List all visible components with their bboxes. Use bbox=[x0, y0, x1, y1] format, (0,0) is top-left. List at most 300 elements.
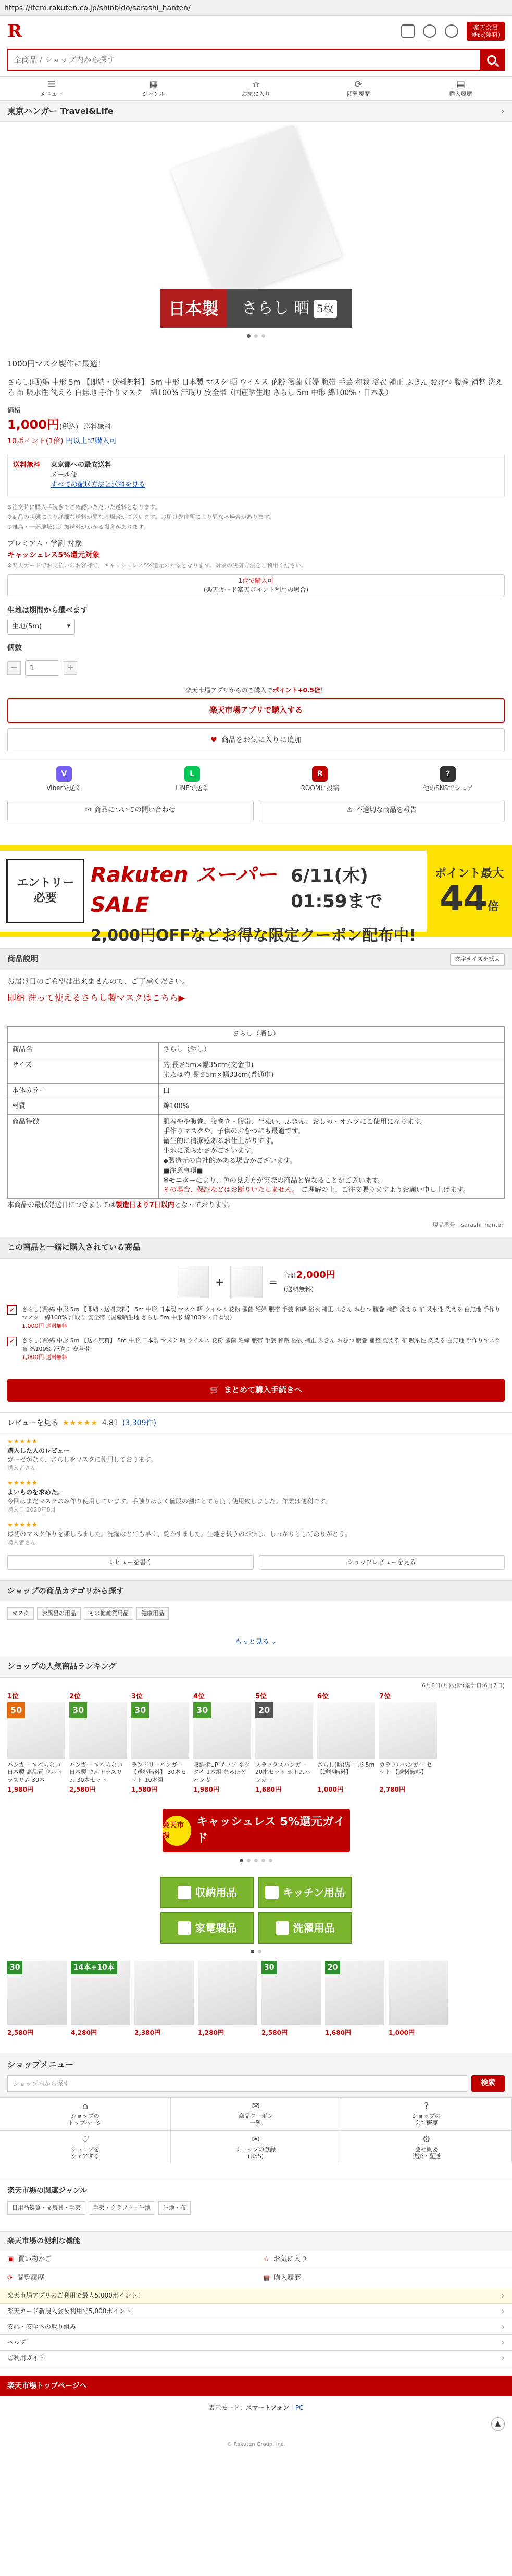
chevron-right-icon: › bbox=[501, 106, 505, 116]
category-chip[interactable]: お風呂の用品 bbox=[37, 1607, 81, 1620]
carousel-dot[interactable] bbox=[269, 1859, 272, 1862]
info-link[interactable] bbox=[0, 2288, 512, 2304]
convenient-item[interactable] bbox=[256, 2251, 512, 2269]
spec-key: 商品名 bbox=[8, 1043, 159, 1058]
ranking-image bbox=[317, 1702, 375, 1759]
ranking-price: 1,680円 bbox=[255, 1785, 281, 1793]
bundle-item bbox=[7, 1337, 505, 1362]
quantity-label: 個数 bbox=[7, 644, 22, 653]
convenient-header: 楽天市場の便利な機能 bbox=[0, 2231, 512, 2251]
premium-target: プレミアム・学割 対象 bbox=[7, 539, 82, 548]
mode-pc-link[interactable]: PC bbox=[295, 2404, 304, 2412]
recommend-image bbox=[389, 1961, 448, 2025]
ranking-price: 2,580円 bbox=[69, 1785, 95, 1793]
mode-smartphone: スマートフォン bbox=[246, 2404, 289, 2412]
notification-icon[interactable] bbox=[423, 24, 436, 38]
user-icon[interactable] bbox=[445, 24, 458, 38]
convenient-item[interactable] bbox=[256, 2269, 512, 2288]
bundle-price-value: 1,000円 bbox=[22, 1322, 44, 1329]
chevron-down-icon: ⌄ bbox=[271, 1638, 277, 1646]
recommend-price: 1,000円 bbox=[389, 2029, 415, 2036]
convenient-label: 購入履歴 bbox=[273, 2274, 301, 2282]
ranking-item[interactable] bbox=[131, 1692, 189, 1794]
shop-search-input[interactable]: ショップ内から探す bbox=[7, 2075, 467, 2092]
bundle-image[interactable] bbox=[230, 1266, 263, 1298]
search-input[interactable] bbox=[8, 50, 480, 70]
spec-value: 肌着やや腹巻、腹巻き・腹帯、半ぬい、ふきん、おしめ・オムツにご使用になります。 手作りマスクや、子供のおむつにも最適です。 衛生的に清潔感あるお仕上がりです。 生地に柔らかさがございます。 ◆製造元の自社的がある場合がございます。 ■注意事項■ ※モニターにより、色の見え方が実際の商品と異なることがございます。 その場合、保証などはお断りいたしません。 ご理解の上、ご注文賜りますようお願い申し上げます。 bbox=[159, 1114, 505, 1199]
ranking-title: スラックスハンガー 20本セット ボトムハンガー bbox=[255, 1761, 310, 1784]
product-inquiry-button[interactable] bbox=[7, 800, 254, 822]
bundle-price-value: 1,000円 bbox=[22, 1354, 44, 1361]
recommend-item[interactable] bbox=[325, 1961, 384, 2037]
ranking-price: 1,980円 bbox=[193, 1785, 219, 1793]
plus-icon: + bbox=[215, 1275, 224, 1288]
heart-icon: ♥ bbox=[210, 735, 217, 744]
share-icon: R bbox=[312, 766, 328, 782]
convenient-icon: ☆ bbox=[263, 2255, 270, 2264]
star-rating-icon: ★★★★★ bbox=[7, 1438, 38, 1445]
pack-count-badge: 30 bbox=[261, 1961, 277, 1974]
bundle-item-text: さらし(晒)綿 中形 5m 【送料無料】 5m 中形 日本製 マスク 晒 ウイルス 花粉 黴菌 妊婦 腹帯 手芸 和裁 浴衣 補正 ふきん おむつ 腹巻 補整 洗える 布 吸水性 洗える 白無地 手作りマスク 布 綿100% 汗取り 安全帯 bbox=[22, 1337, 501, 1353]
recommend-price: 1,280円 bbox=[198, 2029, 224, 2036]
shop-menu bbox=[0, 2053, 512, 2097]
spec-value: さらし（晒し） bbox=[159, 1043, 505, 1058]
nav-item[interactable] bbox=[103, 77, 205, 100]
recommend-price: 4,280円 bbox=[71, 2029, 97, 2036]
carousel-dot[interactable] bbox=[254, 1859, 258, 1862]
rakuten-icon: 楽天市場 bbox=[163, 1816, 192, 1846]
entry-required-box: エントリー 必要 bbox=[6, 859, 84, 923]
price-tax-note: (税込) bbox=[59, 423, 79, 432]
review-date: 購入者さん bbox=[7, 1465, 36, 1472]
share-item[interactable] bbox=[384, 766, 512, 793]
cashless-guide-text: キャッシュレス 5%還元ガイド bbox=[196, 1816, 345, 1845]
review-body: 最初のマスク作りを楽しみました。洗濯はとても早く、乾かすました。生地を扱うのが少し、しっかりとしてありがとう。 bbox=[7, 1530, 351, 1538]
back-to-top-icon[interactable]: ▲ bbox=[491, 2417, 505, 2431]
top-page-link[interactable]: 楽天市場トップページへ bbox=[0, 2376, 512, 2396]
bundle-cart-label: まとめて購入手続きへ bbox=[223, 1385, 302, 1394]
ranking-rank: 2位 bbox=[69, 1692, 81, 1701]
bundle-item-body bbox=[22, 1305, 505, 1330]
ranking-title: ショップの人気商品ランキング bbox=[7, 1661, 117, 1671]
ranking-title: ハンガー すべらない 日本製 高品質 ウルトラスリム 30本 bbox=[7, 1761, 63, 1784]
share-label: Viberで送る bbox=[46, 784, 82, 792]
recommend-price: 2,580円 bbox=[261, 2029, 288, 2036]
shop-menu-icon: ⌂ bbox=[82, 2101, 89, 2112]
carousel-dot[interactable] bbox=[247, 334, 251, 338]
nav-icon: ⟳ bbox=[354, 79, 363, 90]
shipping-notes bbox=[0, 503, 512, 531]
product-description: さらし(晒)綿 中形 5m 【即納・送料無料】 5m 中形 日本製 マスク 晒 ウイルス 花粉 黴菌 妊婦 腹帯 手芸 和裁 浴衣 補正 ふきん おむつ 腹巻 補整 洗える 布 吸水性 洗える 白無地 手作りマスク 綿100% 汗取り 安全帯（国産晒生地 さらし 5m 中形 綿100%・日本製） bbox=[7, 378, 503, 398]
super-sale-date: 6/11(木) 01:59まで bbox=[291, 865, 383, 912]
warning-icon: ⚠ bbox=[346, 806, 353, 815]
member-button-line2: 登録(無料) bbox=[470, 31, 501, 39]
spec-row bbox=[8, 1043, 505, 1058]
product-inquiry-label: 商品についての問い合わせ bbox=[94, 806, 176, 815]
super-sale-banner[interactable] bbox=[0, 845, 512, 945]
review-date: 購入者さん bbox=[7, 1539, 36, 1546]
share-item[interactable] bbox=[0, 766, 128, 793]
ranking-title: さらし(晒)綿 中形 5m 【送料無料】 bbox=[317, 1761, 375, 1776]
carousel-dot[interactable] bbox=[247, 1859, 251, 1862]
report-button[interactable] bbox=[259, 800, 505, 822]
points-value: 10ポイント(1倍) bbox=[7, 437, 64, 446]
pack-count-badge: 20 bbox=[325, 1961, 340, 1974]
bundle-price-note: 送料無料 bbox=[46, 1323, 67, 1329]
app-buy-button[interactable]: 楽天市場アプリで購入する bbox=[7, 698, 505, 723]
price-label: 価格 bbox=[7, 407, 21, 415]
recommend-item[interactable] bbox=[389, 1961, 448, 2037]
shipping-box bbox=[7, 455, 505, 496]
shop-menu-icon: ✉ bbox=[252, 2101, 260, 2112]
bundle-header bbox=[0, 1237, 512, 1259]
carousel-dot[interactable] bbox=[240, 1859, 243, 1862]
convenient-icon: ⟳ bbox=[7, 2274, 13, 2282]
info-link-label: 楽天市場アプリのご利用で最大5,000ポイント！ bbox=[7, 2291, 144, 2299]
carousel-dot[interactable] bbox=[261, 1859, 265, 1862]
ranking-image bbox=[7, 1702, 65, 1759]
shipping-method: メール便 bbox=[51, 471, 78, 479]
site-header bbox=[0, 16, 512, 47]
spec-key: サイズ bbox=[8, 1058, 159, 1084]
nav-label: 購入履歴 bbox=[449, 91, 472, 97]
ranking-item[interactable] bbox=[69, 1692, 127, 1794]
category-chip[interactable]: マスク bbox=[7, 1607, 34, 1620]
shop-menu-label: 商品クーポン 一覧 bbox=[238, 2112, 273, 2127]
recommend-item[interactable] bbox=[7, 1961, 67, 2037]
option-select[interactable]: 生地(5m) ▾ bbox=[7, 619, 75, 635]
image-badge bbox=[160, 289, 352, 328]
carousel-dot[interactable] bbox=[258, 1950, 261, 1953]
shop-menu-item[interactable] bbox=[341, 2098, 512, 2131]
star-rating-icon: ★★★★★ bbox=[7, 1479, 38, 1487]
spec-row bbox=[8, 1083, 505, 1099]
review-count: (3,309件) bbox=[122, 1418, 156, 1427]
share-item[interactable] bbox=[256, 766, 384, 793]
app-points: ポイント+0.5倍 bbox=[272, 686, 320, 694]
cart-icon[interactable] bbox=[401, 24, 415, 38]
recommend-row bbox=[0, 1961, 512, 2037]
shipping-link[interactable]: すべての配送方法と送料を見る bbox=[51, 480, 145, 489]
recommend-item[interactable] bbox=[198, 1961, 257, 2037]
category-chip[interactable]: その他雑貨用品 bbox=[84, 1607, 133, 1620]
more-link[interactable]: もっと見る ⌄ bbox=[235, 1638, 277, 1646]
share-icon: ? bbox=[440, 766, 456, 782]
share-item[interactable] bbox=[128, 766, 256, 793]
category-tile[interactable] bbox=[258, 1912, 352, 1944]
carousel-dot[interactable] bbox=[254, 334, 258, 338]
category-tile[interactable] bbox=[160, 1877, 254, 1908]
share-icon: L bbox=[184, 766, 200, 782]
spec-value: 綿100% bbox=[159, 1099, 505, 1114]
bundle-images bbox=[7, 1266, 505, 1298]
shop-menu-icon: ⚙ bbox=[422, 2134, 431, 2146]
recommend-image bbox=[261, 1961, 321, 2025]
recommend-item[interactable] bbox=[134, 1961, 194, 2037]
shop-menu-icon: ♡ bbox=[81, 2134, 90, 2146]
bundle-title: この商品と一緒に購入されている商品 bbox=[7, 1242, 141, 1252]
spec-value: 白 bbox=[159, 1083, 505, 1099]
category-tile-label: 洗濯用品 bbox=[293, 1921, 335, 1934]
quantity-plus-button[interactable]: + bbox=[64, 661, 77, 675]
equals-icon: = bbox=[269, 1275, 278, 1288]
category-tile[interactable] bbox=[258, 1877, 352, 1908]
info-link[interactable] bbox=[0, 2351, 512, 2366]
spec-row bbox=[8, 1114, 505, 1199]
shipping-dest: 東京都への最安送料 bbox=[51, 461, 112, 469]
product-info-title: 商品説明 bbox=[7, 954, 39, 963]
shop-menu-label: 会社概要 決済・配送 bbox=[412, 2146, 441, 2160]
bundle-item bbox=[7, 1305, 505, 1330]
ranking-rank: 1位 bbox=[7, 1692, 19, 1701]
shop-bar[interactable] bbox=[0, 101, 512, 122]
info-links bbox=[0, 2288, 512, 2366]
star-rating-icon: ★★★★★ bbox=[7, 1521, 38, 1529]
shop-search-button[interactable]: 検索 bbox=[471, 2075, 505, 2092]
badge-sarashi-text: さらし 晒 bbox=[242, 299, 309, 318]
shop-category-header bbox=[0, 1580, 512, 1602]
convenient-grid bbox=[0, 2251, 512, 2288]
share-label: 他のSNSでシェア bbox=[423, 784, 473, 792]
cashless-note: ※楽天カードでお支払いのお客様で、キャッシュレス5%還元の対象となります。対象の決済方法をご利用ください。 bbox=[7, 562, 307, 569]
review-body: 今回はまだマスクのみ作り使用しています。手触りはよく値段の割にとても良く使用致しました。作業は便利です。 bbox=[7, 1498, 332, 1505]
category-tile-label: 家電製品 bbox=[195, 1921, 237, 1934]
recommend-item[interactable] bbox=[71, 1961, 130, 2037]
bundle-item-price bbox=[22, 1322, 505, 1331]
tile-dots bbox=[0, 1950, 512, 1953]
inquiry-row bbox=[0, 800, 512, 845]
card-payment-line2: (楽天カード楽天ポイント利用の場合) bbox=[203, 586, 309, 594]
product-info-header bbox=[0, 948, 512, 970]
category-icon bbox=[178, 1886, 191, 1899]
checkbox[interactable]: ✓ bbox=[7, 1305, 17, 1315]
cashless-guide-banner[interactable] bbox=[163, 1809, 350, 1852]
shop-menu-label: ショップを シェアする bbox=[70, 2146, 99, 2160]
address-bar[interactable] bbox=[0, 0, 512, 16]
points-max-number: 44 bbox=[440, 879, 488, 919]
spec-note: 本商品の最低発送日につきましては製造日より7日以内となっております。 bbox=[7, 1201, 235, 1210]
shop-menu-grid bbox=[0, 2097, 512, 2164]
ranking-header bbox=[0, 1656, 512, 1678]
genre-tag[interactable]: 生地・布 bbox=[158, 2201, 191, 2215]
pack-count-badge: 30 bbox=[193, 1702, 211, 1718]
recommend-price: 1,680円 bbox=[325, 2029, 351, 2036]
recommend-image bbox=[325, 1961, 384, 2025]
shop-menu-label: ショップの 会社概要 bbox=[412, 2112, 441, 2127]
points-line bbox=[7, 436, 505, 447]
genre-tag[interactable]: 手芸・クラフト・生地 bbox=[89, 2201, 155, 2215]
nav-item[interactable] bbox=[0, 77, 103, 100]
ranking-price: 2,780円 bbox=[379, 1785, 405, 1793]
spec-key: 材質 bbox=[8, 1099, 159, 1114]
related-genre bbox=[0, 2178, 512, 2222]
search-bar bbox=[7, 49, 505, 71]
ranking-title: カラフルハンガー セット 【送料無料】 bbox=[379, 1761, 432, 1776]
nav-label: お気に入り bbox=[241, 91, 270, 97]
nav-item[interactable] bbox=[205, 77, 307, 100]
write-review-button[interactable]: レビューを書く bbox=[7, 1555, 254, 1570]
ranking-item[interactable] bbox=[379, 1692, 437, 1794]
member-register-button[interactable] bbox=[467, 22, 505, 41]
recommend-image bbox=[71, 1961, 130, 2025]
carousel-dot[interactable] bbox=[251, 1950, 254, 1953]
convenient-label: 閲覧履歴 bbox=[17, 2274, 44, 2282]
review-item bbox=[0, 1517, 512, 1550]
convenient-item[interactable] bbox=[0, 2251, 256, 2269]
shop-menu-label: ショップの トップページ bbox=[68, 2112, 102, 2127]
shop-name: 東京ハンガー Travel&Life bbox=[7, 106, 114, 116]
review-item bbox=[0, 1434, 512, 1476]
recommend-image bbox=[198, 1961, 257, 2025]
review-title: よいものを求めた。 bbox=[7, 1488, 64, 1496]
report-label: 不適切な商品を報告 bbox=[356, 806, 417, 815]
review-head-label: レビューを見る bbox=[7, 1418, 58, 1427]
recommend-image bbox=[7, 1961, 67, 2025]
info-link[interactable] bbox=[0, 2335, 512, 2351]
carousel-dot[interactable] bbox=[261, 334, 265, 338]
pack-count-badge: 30 bbox=[69, 1702, 87, 1718]
card-payment-line1: 1代で購入可 bbox=[238, 577, 274, 585]
search-button[interactable] bbox=[480, 50, 504, 70]
category-icon bbox=[178, 1921, 191, 1935]
recommend-item[interactable] bbox=[261, 1961, 321, 2037]
product-image[interactable] bbox=[160, 134, 352, 328]
category-tile-label: 収納用品 bbox=[195, 1886, 237, 1899]
share-label: ROOMに投稿 bbox=[301, 784, 340, 792]
ranking-title: 収納術UP アップ ネクタイ 1本組 なるほど ハンガー bbox=[193, 1761, 250, 1784]
recommend-image bbox=[134, 1961, 194, 2025]
badge-sarashi bbox=[227, 289, 352, 328]
review-body: ガーゼがなく、さらしをマスクに使用しております。 bbox=[7, 1455, 157, 1463]
shipping-label: 送料無料 bbox=[13, 461, 41, 469]
nav-icon: ▦ bbox=[149, 79, 158, 90]
bundle-image[interactable] bbox=[177, 1266, 209, 1298]
category-tile-label: キッチン用品 bbox=[283, 1886, 345, 1899]
convenient-label: 買い物かご bbox=[18, 2255, 52, 2264]
spec-value: 約 長さ5m×幅35cm(文金巾) または約 長さ5m×幅33cm(普通巾) bbox=[159, 1058, 505, 1084]
info-link[interactable] bbox=[0, 2319, 512, 2335]
recommend-price: 2,380円 bbox=[134, 2029, 160, 2036]
nav-icon: ☆ bbox=[252, 79, 260, 90]
note-line: ※注文時に購入手続きでご確認いただいた送料となります。 bbox=[7, 503, 161, 511]
shop-menu-label: ショップの登録 (RSS) bbox=[235, 2146, 276, 2160]
convenient-icon: ▤ bbox=[263, 2274, 270, 2282]
ranking-item[interactable] bbox=[7, 1692, 65, 1794]
bundle-total: 合計2,000円 (送料無料) bbox=[283, 1269, 335, 1293]
share-icon: V bbox=[56, 766, 72, 782]
nav-label: ジャンル bbox=[142, 91, 165, 97]
font-size-button[interactable]: 文字サイズを拡大 bbox=[450, 953, 505, 966]
badge-made-in-japan: 日本製 bbox=[160, 289, 227, 328]
quantity-minus-button[interactable]: − bbox=[7, 661, 21, 675]
info-link-label: ヘルプ bbox=[7, 2338, 27, 2346]
convenient-icon: ▣ bbox=[7, 2255, 14, 2264]
spec-key: 商品特徴 bbox=[8, 1114, 159, 1199]
pack-count-badge: 30 bbox=[7, 1961, 22, 1974]
ranking-rank: 3位 bbox=[131, 1692, 143, 1701]
category-tiles bbox=[160, 1877, 352, 1944]
category-chip[interactable]: 健康用品 bbox=[136, 1607, 169, 1620]
genre-tag[interactable]: 日用品雑貨・文房具・手芸 bbox=[7, 2201, 85, 2215]
promo-mask-link[interactable]: 即納 洗って使えるさらし製マスクはこちら▶ bbox=[7, 993, 185, 1004]
member-button-line1: 楽天会員 bbox=[473, 23, 498, 31]
info-link-label: 安心・安全への取り組み bbox=[7, 2323, 77, 2330]
shop-menu-item[interactable] bbox=[0, 2098, 171, 2131]
spec-key: 本体カラー bbox=[8, 1083, 159, 1099]
category-icon bbox=[276, 1921, 289, 1935]
category-tile[interactable] bbox=[160, 1912, 254, 1944]
manager-number: 現品番号 sarashi_hanten bbox=[432, 1222, 505, 1229]
price-block bbox=[7, 404, 505, 434]
shop-menu-item[interactable] bbox=[171, 2131, 342, 2164]
star-rating-icon: ★★★★★ bbox=[63, 1418, 98, 1427]
review-header[interactable] bbox=[0, 1412, 512, 1434]
ranking-item[interactable] bbox=[255, 1692, 313, 1794]
ranking-item[interactable] bbox=[193, 1692, 251, 1794]
badge-count: 5枚 bbox=[314, 300, 337, 318]
spec-row bbox=[8, 1099, 505, 1114]
card-payment-box[interactable] bbox=[7, 574, 505, 597]
shop-category-title: ショップの商品カテゴリから探す bbox=[7, 1586, 124, 1596]
image-carousel-dots bbox=[0, 334, 512, 338]
shop-review-button[interactable]: ショップレビューを見る bbox=[259, 1555, 505, 1570]
pack-count-badge: 50 bbox=[7, 1702, 25, 1718]
nav-icon: ☰ bbox=[47, 79, 56, 90]
convenient-label: お気に入り bbox=[273, 2255, 308, 2264]
ranking-title: ハンガー すべらない 日本製 ウルトラスリム 30本セット bbox=[69, 1761, 123, 1784]
ranking-title: ランドリーハンガー 【送料無料】 30本セット 10本組 bbox=[131, 1761, 186, 1784]
quantity-input[interactable]: 1 bbox=[25, 660, 59, 676]
search-icon bbox=[487, 55, 496, 65]
nav-item[interactable] bbox=[307, 77, 410, 100]
display-mode: 表示モード：スマートフォン｜PC bbox=[208, 2404, 304, 2412]
ranking-price: 1,000円 bbox=[317, 1785, 343, 1793]
review-item bbox=[0, 1476, 512, 1517]
favorite-button[interactable] bbox=[7, 728, 505, 752]
bundle-cart-button[interactable] bbox=[7, 1379, 505, 1402]
super-sale-brand: Rakuten スーパーSALE bbox=[91, 862, 277, 917]
ranking-image bbox=[193, 1702, 251, 1759]
ranking-image bbox=[131, 1702, 189, 1759]
checkbox[interactable]: ✓ bbox=[7, 1337, 17, 1346]
rakuten-logo[interactable]: R bbox=[7, 21, 22, 42]
sarashi-cloth-image bbox=[170, 124, 342, 301]
ranking-item[interactable] bbox=[317, 1692, 375, 1794]
points-extra-link[interactable]: 円以上で購入可 bbox=[66, 437, 117, 446]
ranking-rank: 7位 bbox=[379, 1692, 391, 1701]
mail-icon: ✉ bbox=[85, 806, 91, 815]
review-date: 購入日 2020年8月 bbox=[7, 1506, 56, 1514]
nav-icon: ▤ bbox=[456, 79, 466, 90]
shop-menu-item[interactable] bbox=[341, 2131, 512, 2164]
banner-dots bbox=[0, 1859, 512, 1862]
share-label: LINEで送る bbox=[176, 784, 209, 792]
convenient-item[interactable] bbox=[0, 2269, 256, 2288]
shop-menu-icon: ? bbox=[423, 2101, 429, 2112]
nav-item[interactable] bbox=[409, 77, 512, 100]
info-link[interactable] bbox=[0, 2304, 512, 2319]
nav-label: メニュー bbox=[40, 91, 63, 97]
spec-row bbox=[8, 1058, 505, 1084]
info-link-label: 楽天カード新規入会＆利用で5,000ポイント！ bbox=[7, 2307, 138, 2315]
shop-menu-item[interactable] bbox=[0, 2131, 171, 2164]
free-shipping-text: 送料無料 bbox=[83, 423, 111, 432]
share-row bbox=[0, 759, 512, 799]
pack-count-badge: 20 bbox=[255, 1702, 273, 1718]
main-nav bbox=[0, 76, 512, 101]
bundle-price-note: 送料無料 bbox=[46, 1355, 67, 1361]
shop-menu-item[interactable] bbox=[171, 2098, 342, 2131]
